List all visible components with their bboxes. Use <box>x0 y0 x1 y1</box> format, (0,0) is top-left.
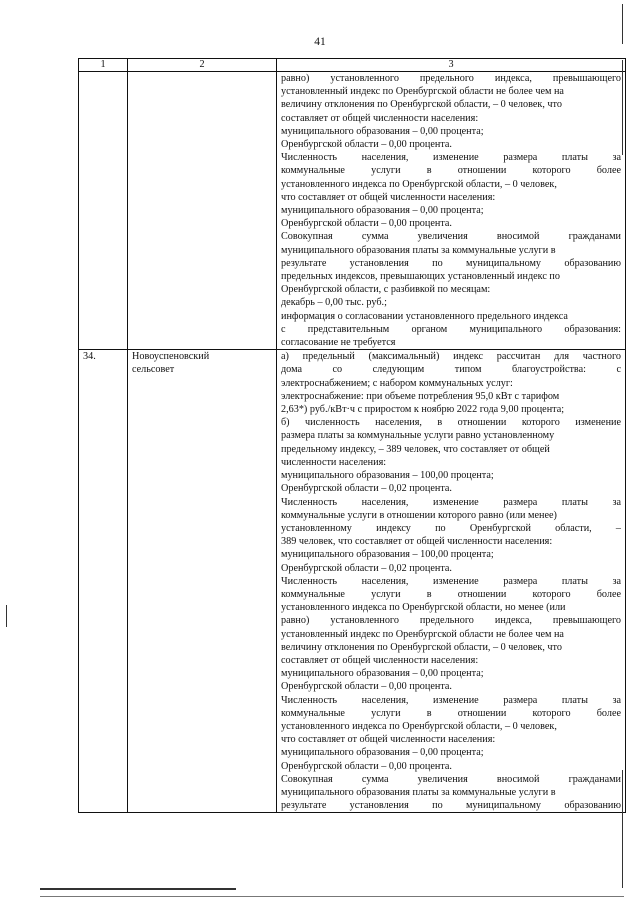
description-line: коммунальные услуги в отношении которого более <box>281 588 621 600</box>
scan-mark-bottom-edge <box>40 896 624 897</box>
scan-mark-right-upper <box>622 60 623 155</box>
description-line: электроснабжение: при объеме потребления 95,0 кВт с тарифом <box>281 390 560 402</box>
scan-mark-right-top <box>622 4 623 44</box>
description-line: дома со следующим типом благоустройства: с <box>281 364 621 376</box>
row-number-cell <box>79 72 128 350</box>
description-line: результате установления по муниципальному образованию <box>281 257 621 269</box>
table-header-row <box>79 59 626 72</box>
description-line: муниципального образования – 0,00 процента; <box>281 668 484 680</box>
description-line: муниципального образования – 100,00 процента; <box>281 470 494 482</box>
header-col-1: 1 <box>79 59 128 72</box>
table-row <box>79 72 626 350</box>
description-line: муниципального образования – 0,00 процента; <box>281 747 484 759</box>
table-body <box>79 72 626 813</box>
description-line: Численность населения, изменение размера платы за <box>281 575 621 587</box>
scan-mark-right-lower <box>622 770 623 888</box>
scan-mark-left <box>6 605 7 627</box>
description-line: численности населения: <box>281 456 387 468</box>
description-line: согласование не требуется <box>281 337 396 349</box>
description-cell <box>277 350 626 813</box>
description-line: установленный индекс по Оренбургской области не более чем на <box>281 86 564 98</box>
municipality-name-cell <box>128 72 277 350</box>
description-line: коммунальные услуги в отношении которого равно (или менее) <box>281 509 557 521</box>
row-number-cell: 34. <box>79 350 128 813</box>
description-line: а) предельный (максимальный) индекс рассчитан для частного <box>281 351 621 363</box>
description-line: равно) установленного предельного индекса, превышающего <box>281 615 621 627</box>
description-line: муниципального образования – 0,00 процента; <box>281 125 484 137</box>
description-line: величину отклонения по Оренбургской области, – 0 человек, что <box>281 99 562 111</box>
description-line: предельному индексу, – 389 человек, что составляет от общей <box>281 443 550 455</box>
description-line: Совокупная сумма увеличения вносимой гражданами <box>281 773 621 785</box>
header-col-3: 3 <box>277 59 626 72</box>
description-line: Оренбургской области – 0,00 процента. <box>281 760 452 772</box>
description-line: муниципального образования платы за коммунальные услуги в <box>281 786 556 798</box>
municipality-name-cell <box>128 350 277 813</box>
description-line: декабрь – 0,00 тыс. руб.; <box>281 297 387 309</box>
description-line: Численность населения, изменение размера платы за <box>281 694 621 706</box>
description-line: установленного индекса по Оренбургской области, – 0 человек, <box>281 178 557 190</box>
municipality-name-line: Новоуспеновский <box>132 351 210 363</box>
description-line: равно) установленного предельного индекса, превышающего <box>281 73 621 84</box>
description-line: муниципального образования – 0,00 процента; <box>281 205 484 217</box>
description-line: электроснабжением; с набором коммунальных услуг: <box>281 377 513 389</box>
description-line: муниципального образования – 100,00 процента; <box>281 549 494 561</box>
table-row <box>79 350 626 813</box>
description-line: установленному индексу по Оренбургской области, – <box>281 522 621 534</box>
description-line: Численность населения, изменение размера платы за <box>281 496 621 508</box>
description-line: величину отклонения по Оренбургской области, – 0 человек, что <box>281 641 562 653</box>
description-line: б) численность населения, в отношении которого изменение <box>281 417 621 429</box>
description-line: составляет от общей численности населения: <box>281 654 479 666</box>
description-line: Оренбургской области – 0,02 процента. <box>281 562 452 574</box>
description-line: установленного индекса по Оренбургской области, – 0 человек, <box>281 720 557 732</box>
description-line: установленный индекс по Оренбургской области не более чем на <box>281 628 564 640</box>
description-line: результате установления по муниципальному образованию <box>281 800 621 812</box>
description-line: коммунальные услуги в отношении которого более <box>281 707 621 719</box>
description-line: Оренбургской области – 0,02 процента. <box>281 483 452 495</box>
description-line: с представительным органом муниципального образования: <box>281 323 621 335</box>
description-line: 389 человек, что составляет от общей численности населения: <box>281 536 553 548</box>
description-line: Совокупная сумма увеличения вносимой гражданами <box>281 231 621 243</box>
description-line: Оренбургской области – 0,00 процента. <box>281 681 452 693</box>
description-line: размера платы за коммунальные услуги равно установленному <box>281 430 555 442</box>
description-line: Оренбургской области, с разбивкой по месяцам: <box>281 284 491 296</box>
description-line: установленного индекса по Оренбургской области, но менее (или <box>281 602 566 614</box>
description-line: Численность населения, изменение размера платы за <box>281 152 621 164</box>
description-line: муниципального образования платы за коммунальные услуги в <box>281 244 556 256</box>
description-cell <box>277 72 626 350</box>
description-line: коммунальные услуги в отношении которого более <box>281 165 621 177</box>
description-line: Оренбургской области – 0,00 процента. <box>281 218 452 230</box>
description-line: составляет от общей численности населения: <box>281 112 479 124</box>
description-line: предельных индексов, превышающих установленный индекс по <box>281 271 560 283</box>
description-line: информация о согласовании установленного предельного индекса <box>281 310 568 322</box>
description-line: Оренбургской области – 0,00 процента. <box>281 139 452 151</box>
header-col-2: 2 <box>128 59 277 72</box>
page-number: 41 <box>314 36 326 48</box>
description-line: что составляет от общей численности населения: <box>281 734 496 746</box>
municipality-name-line: сельсовет <box>132 364 175 376</box>
description-line: 2,63*) руб./кВт·ч с приростом к ноябрю 2022 года 9,00 процента; <box>281 404 565 416</box>
scan-mark-bottom-line <box>40 888 236 890</box>
document-table <box>78 58 626 813</box>
description-line: что составляет от общей численности населения: <box>281 191 496 203</box>
